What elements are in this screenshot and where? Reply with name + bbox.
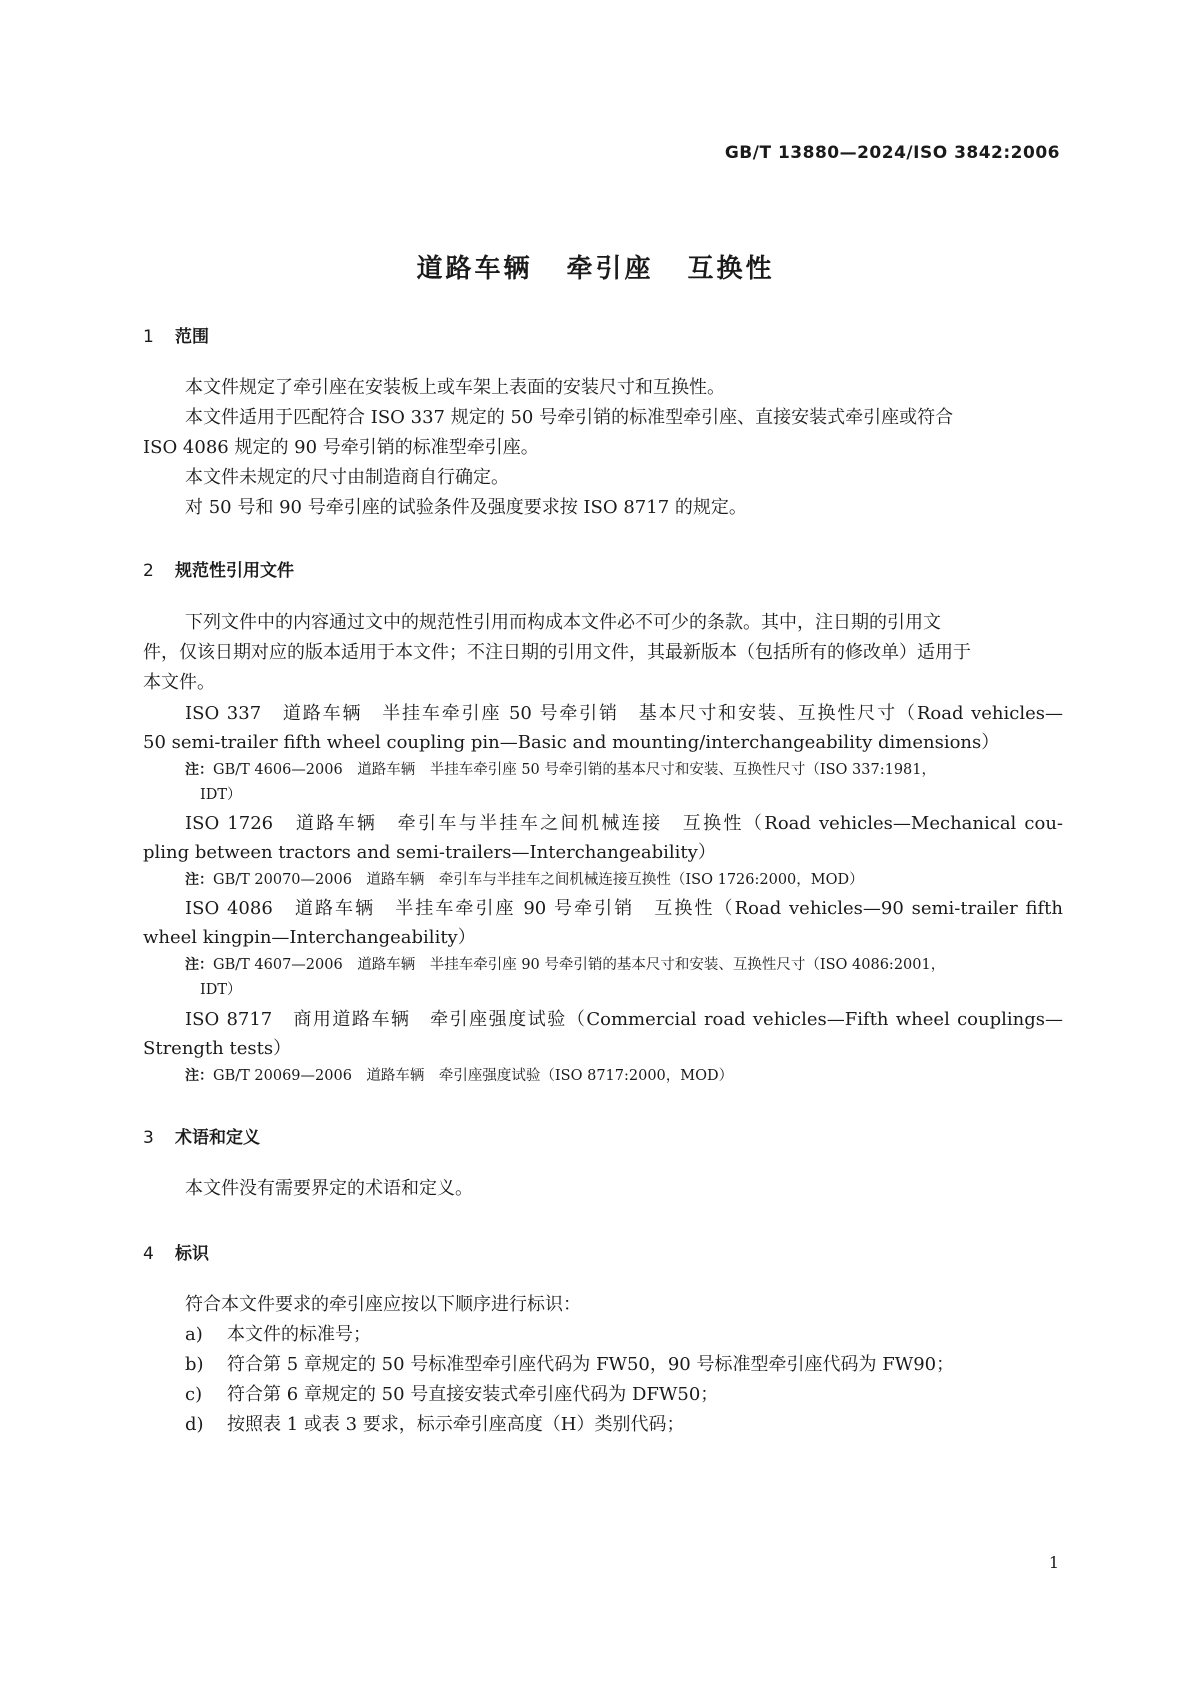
section-3-heading: [143, 1123, 260, 1148]
reference-note: [185, 951, 1065, 979]
title-part-1: 道路车辆: [416, 254, 533, 284]
refs-intro-line-2: 件，仅该日期对应的版本适用于本文件；不注日期的引用文件，其最新版本（包括所有的修改单）适用于: [143, 642, 971, 663]
scope-paragraph-4: 对 50 号和 90 号牵引座的试验条件及强度要求按 ISO 8717 的规定。: [185, 497, 747, 518]
reference-iso-8717-line-2: Strength tests）: [143, 1038, 292, 1059]
section-title: 标识: [175, 1244, 209, 1264]
reference-note: [185, 1062, 1065, 1090]
section-title: 范围: [175, 327, 209, 347]
section-1-heading: [143, 322, 209, 347]
note-text: GB/T 4606—2006 道路车辆 半挂车牵引座 50 号牵引销的基本尺寸和安装、互换性尺寸（ISO 337:1981，: [213, 762, 936, 778]
scope-paragraph-2-line-2: ISO 4086 规定的 90 号牵引销的标准型牵引座。: [143, 437, 539, 458]
marking-list-item: [185, 1379, 718, 1411]
marking-intro: 符合本文件要求的牵引座应按以下顺序进行标识：: [185, 1294, 581, 1315]
reference-iso-337-line-1: ISO 337 道路车辆 半挂车牵引座 50 号牵引销 基本尺寸和安装、互换性尺寸（Road vehicles—: [185, 703, 1063, 724]
section-title: 术语和定义: [175, 1128, 260, 1148]
refs-intro-line-1: 下列文件中的内容通过文中的规范性引用而构成本文件必不可少的条款。其中，注日期的引用文: [185, 612, 941, 633]
marking-list-item: [185, 1349, 954, 1381]
reference-iso-337-line-2: 50 semi-trailer fifth wheel coupling pin—Basic and mounting/interchangeability dimensions）: [143, 732, 1000, 753]
list-marker: a): [185, 1324, 203, 1345]
list-text: 符合第 5 章规定的 50 号标准型牵引座代码为 FW50，90 号标准型牵引座代码为 FW90；: [227, 1354, 955, 1375]
reference-iso-4086-line-2: wheel kingpin—Interchangeability）: [143, 927, 476, 948]
list-marker: c): [185, 1384, 203, 1405]
note-text: GB/T 20069—2006 道路车辆 牵引座强度试验（ISO 8717:2000，MOD）: [213, 1068, 734, 1084]
section-number: 3: [143, 1128, 154, 1148]
terms-paragraph: 本文件没有需要界定的术语和定义。: [185, 1178, 473, 1199]
marking-list-item: [185, 1409, 685, 1441]
reference-note-continuation: IDT）: [200, 787, 242, 803]
list-text: 符合第 6 章规定的 50 号直接安装式牵引座代码为 DFW50；: [227, 1384, 719, 1405]
marking-list-item: [185, 1319, 371, 1351]
list-marker: b): [185, 1354, 204, 1375]
title-part-3: 互换性: [687, 254, 775, 284]
reference-note: [185, 866, 1065, 894]
standard-code: GB/T 13880—2024/ISO 3842:2006: [724, 143, 1060, 163]
note-text: GB/T 4607—2006 道路车辆 半挂车牵引座 90 号牵引销的基本尺寸和安装、互换性尺寸（ISO 4086:2001，: [213, 957, 946, 973]
section-title: 规范性引用文件: [175, 561, 294, 581]
list-text: 本文件的标准号；: [227, 1324, 371, 1345]
reference-iso-1726-line-1: ISO 1726 道路车辆 牵引车与半挂车之间机械连接 互换性（Road vehicles—Mechanical cou-: [185, 813, 1063, 834]
section-4-heading: [143, 1239, 209, 1264]
reference-iso-1726-line-2: pling between tractors and semi-trailers—Interchangeability）: [143, 842, 716, 863]
note-label: 注：: [185, 762, 213, 778]
refs-intro-line-3: 本文件。: [143, 672, 215, 693]
scope-paragraph-3: 本文件未规定的尺寸由制造商自行确定。: [185, 467, 509, 488]
section-number: 2: [143, 561, 154, 581]
section-2-heading: [143, 556, 294, 581]
page-number: 1: [1048, 1553, 1059, 1572]
reference-note: [185, 756, 1065, 784]
title-part-2: 牵引座: [566, 254, 654, 284]
reference-iso-8717-line-1: ISO 8717 商用道路车辆 牵引座强度试验（Commercial road vehicles—Fifth wheel couplings—: [185, 1009, 1063, 1030]
section-number: 1: [143, 327, 154, 347]
note-label: 注：: [185, 872, 213, 888]
scope-paragraph-2-line-1: 本文件适用于匹配符合 ISO 337 规定的 50 号牵引销的标准型牵引座、直接安装式牵引座或符合: [185, 407, 954, 428]
list-text: 按照表 1 或表 3 要求，标示牵引座高度（H）类别代码；: [227, 1414, 685, 1435]
scope-paragraph-1: 本文件规定了牵引座在安装板上或车架上表面的安装尺寸和互换性。: [185, 377, 725, 398]
reference-iso-4086-line-1: ISO 4086 道路车辆 半挂车牵引座 90 号牵引销 互换性（Road vehicles—90 semi-trailer fifth: [185, 898, 1063, 919]
note-text: GB/T 20070—2006 道路车辆 牵引车与半挂车之间机械连接互换性（ISO 1726:2000，MOD）: [213, 872, 864, 888]
reference-note-continuation: IDT）: [200, 982, 242, 998]
section-number: 4: [143, 1244, 154, 1264]
list-marker: d): [185, 1414, 204, 1435]
document-title: [0, 248, 1191, 285]
note-label: 注：: [185, 1068, 213, 1084]
note-label: 注：: [185, 957, 213, 973]
